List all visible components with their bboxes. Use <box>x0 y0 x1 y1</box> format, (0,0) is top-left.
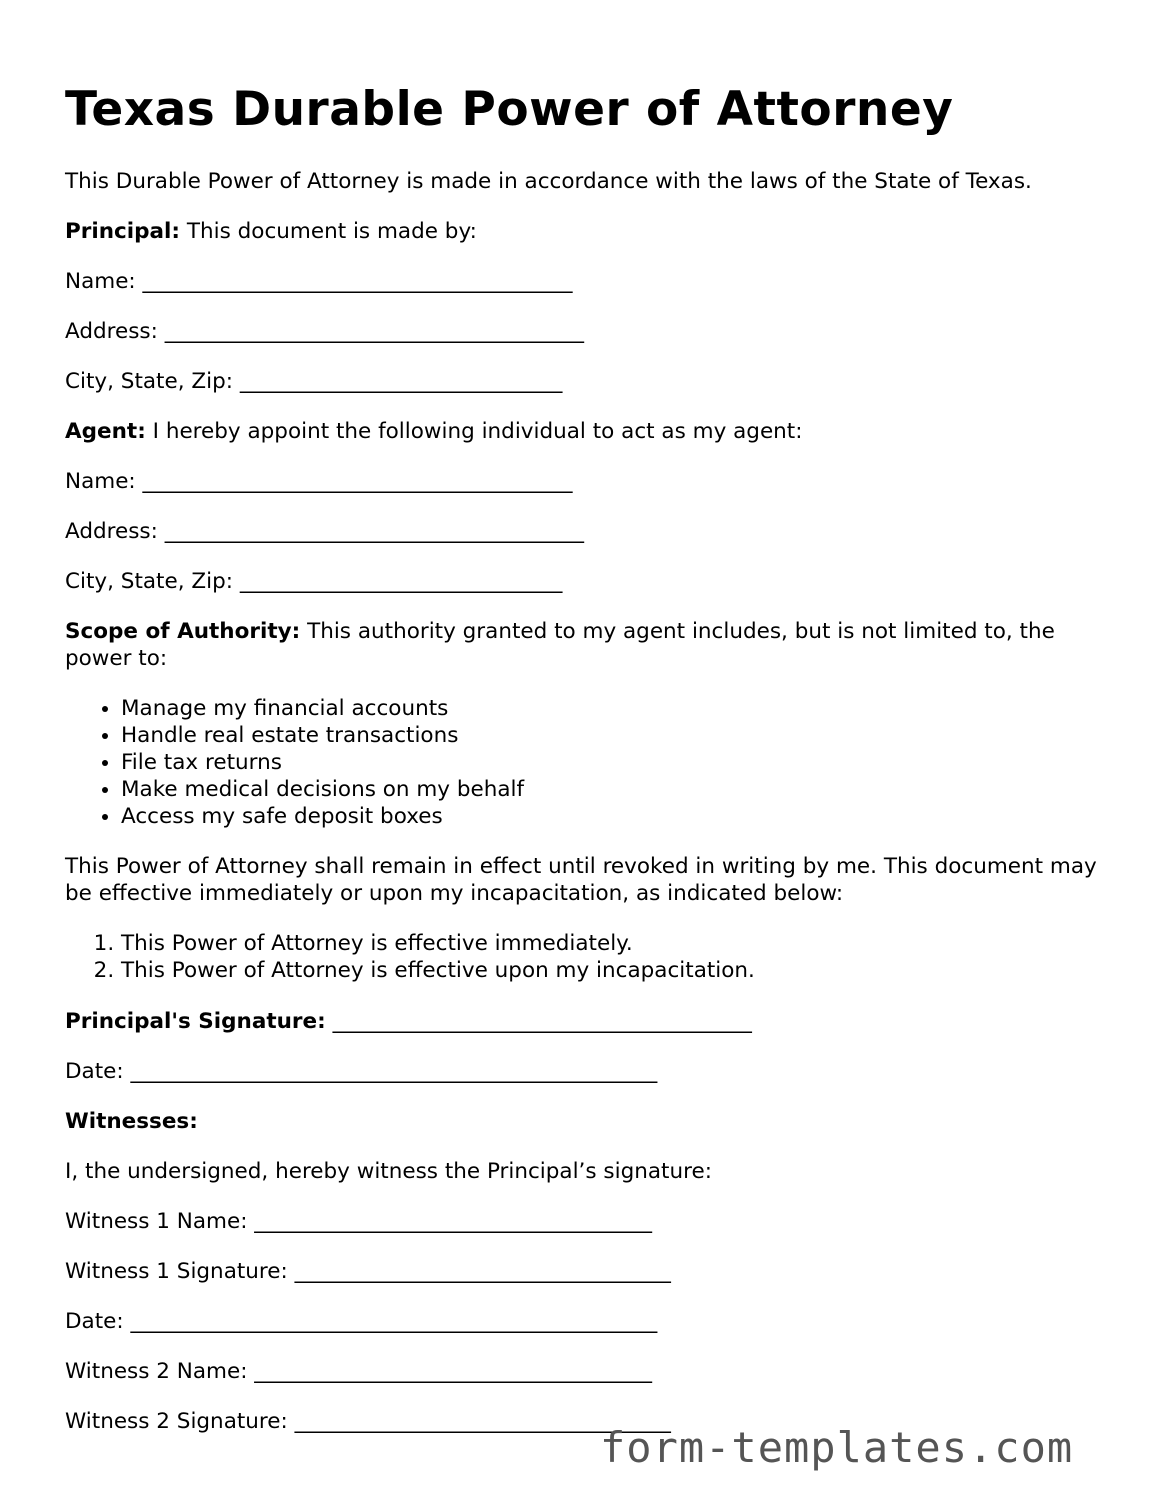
watermark: form-templates.com <box>600 1423 1074 1472</box>
witness2-signature-field[interactable]: Witness 2 Signature: ___________________________________ <box>65 1409 671 1434</box>
witness-date-field[interactable]: Date: _________________________________________________ <box>65 1309 658 1334</box>
agent-name-field[interactable]: Name: ________________________________________ <box>65 469 573 494</box>
principal-signature-field[interactable] <box>65 1008 752 1035</box>
list-item: • Make medical decisions on my behalf <box>121 776 524 803</box>
principal-signature-label: Principal's Signature: <box>65 1009 326 1034</box>
agent-text: I hereby appoint the following individual to act as my agent: <box>152 419 803 444</box>
witness1-signature-field[interactable]: Witness 1 Signature: ___________________________________ <box>65 1259 671 1284</box>
effect-paragraph: This Power of Attorney shall remain in effect until revoked in writing by me. This document may be effective immediately or upon my incapacitation, as indicated below: <box>65 854 1097 906</box>
principal-label: Principal: <box>65 219 181 244</box>
witness1-name-field[interactable]: Witness 1 Name: _____________________________________ <box>65 1209 653 1234</box>
witnesses-heading <box>65 1108 198 1135</box>
list-item: 1. This Power of Attorney is effective immediately. <box>121 930 755 957</box>
scope-text: This authority granted to my agent includes, but is not limited to, the power to: <box>65 619 1055 671</box>
page-title: Texas Durable Power of Attorney <box>65 82 954 137</box>
principal-text: This document is made by: <box>186 219 477 244</box>
witness-statement: I, the undersigned, hereby witness the Principal’s signature: <box>65 1159 712 1184</box>
list-item: • Access my safe deposit boxes <box>121 803 524 830</box>
list-item: • Manage my financial accounts <box>121 695 524 722</box>
list-item: • Handle real estate transactions <box>121 722 524 749</box>
principal-signature-blank[interactable]: _______________________________________ <box>332 1009 752 1034</box>
principal-date-field[interactable]: Date: _________________________________________________ <box>65 1059 658 1084</box>
agent-heading <box>65 418 802 445</box>
principal-city-field[interactable]: City, State, Zip: ______________________________ <box>65 369 563 394</box>
principal-heading <box>65 218 477 245</box>
agent-address-field[interactable]: Address: _______________________________________ <box>65 519 584 544</box>
intro-text: This Durable Power of Attorney is made in accordance with the laws of the State of Texas. <box>65 169 1032 194</box>
witnesses-label: Witnesses: <box>65 1109 198 1134</box>
list-item: 2. This Power of Attorney is effective upon my incapacitation. <box>121 957 755 984</box>
witness2-name-field[interactable]: Witness 2 Name: _____________________________________ <box>65 1359 653 1384</box>
agent-city-field[interactable]: City, State, Zip: ______________________________ <box>65 569 563 594</box>
scope-paragraph <box>65 618 1105 672</box>
scope-label: Scope of Authority: <box>65 619 301 644</box>
principal-name-field[interactable]: Name: ________________________________________ <box>65 269 573 294</box>
list-item: • File tax returns <box>121 749 524 776</box>
principal-address-field[interactable]: Address: _______________________________________ <box>65 319 584 344</box>
agent-label: Agent: <box>65 419 146 444</box>
effect-options-list <box>65 930 755 984</box>
scope-list <box>65 695 524 830</box>
